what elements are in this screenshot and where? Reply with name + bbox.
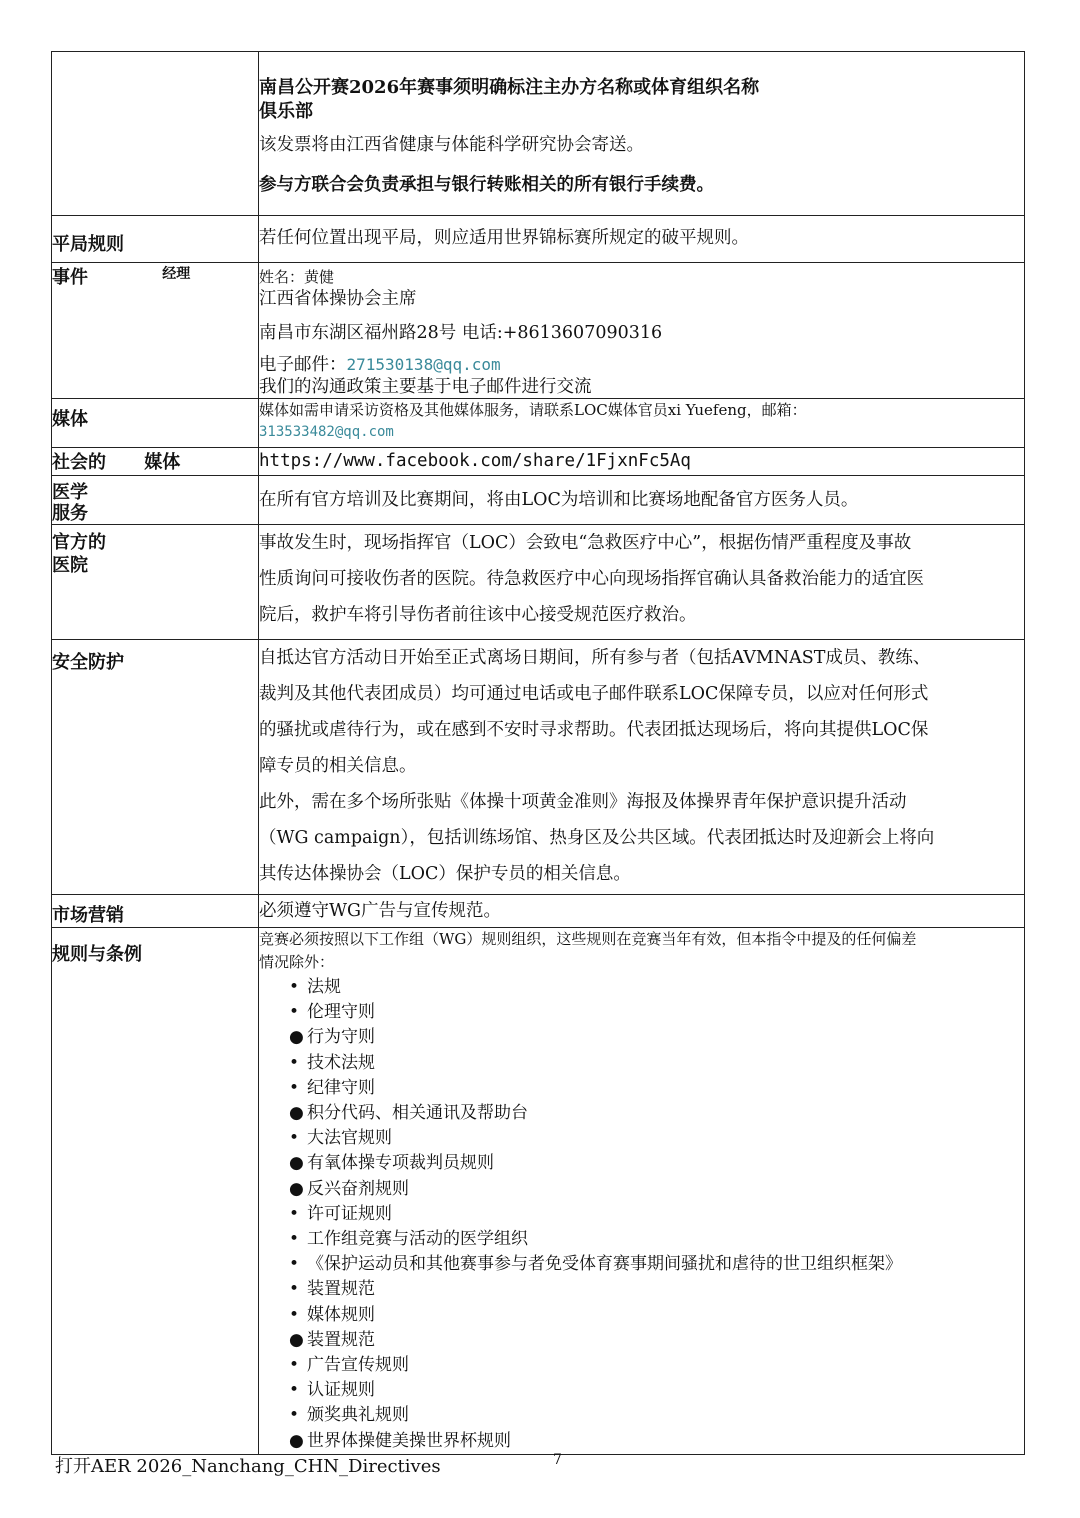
email-label: 电子邮件： xyxy=(259,355,347,375)
safeguarding-line: （WG campaign），包括训练场馆、热身区及公共区域。代表团抵达时及迎新会上将向 xyxy=(259,828,935,848)
club-label: 俱乐部 xyxy=(259,101,313,122)
rule-item xyxy=(289,1403,1024,1428)
bullet-icon: • xyxy=(289,1128,300,1149)
social-label-1: 社会的 xyxy=(52,452,106,473)
bullet-icon: • xyxy=(289,977,300,997)
bullet-icon: • xyxy=(289,1405,300,1426)
medical-row xyxy=(52,476,1025,525)
bullet-icon: ● xyxy=(289,1153,304,1174)
event-value-cell xyxy=(259,263,1025,399)
rule-item-text: 大法官规则 xyxy=(307,1128,392,1149)
media-email-link[interactable]: 313533482@qq.com xyxy=(259,424,394,440)
safeguarding-label: 安全防护 xyxy=(52,640,259,895)
social-url-link[interactable]: https://www.facebook.com/share/1FjxnFc5Aq xyxy=(259,448,1025,476)
rules-row xyxy=(52,928,1025,1455)
rules-intro-2: 情况除外： xyxy=(259,953,335,971)
rule-item xyxy=(289,1051,1024,1076)
bullet-icon: ● xyxy=(289,1027,304,1048)
marketing-row xyxy=(52,895,1025,928)
bullet-icon: • xyxy=(289,1304,300,1325)
rule-item-text: 《保护运动员和其他赛事参与者免受体育赛事期间骚扰和虐待的世卫组织框架》 xyxy=(307,1254,902,1275)
safeguarding-line: 障专员的相关信息。 xyxy=(259,756,417,776)
rule-item-text: 伦理守则 xyxy=(307,1002,375,1023)
safeguarding-line: 其传达体操协会（LOC）保护专员的相关信息。 xyxy=(259,864,631,884)
hospital-line: 事故发生时，现场指挥官（LOC）会致电“急救医疗中心”，根据伤情严重程度及事故 xyxy=(259,533,912,553)
hospital-label-1: 官方的 xyxy=(52,532,106,553)
invoice-note: 该发票将由江西省健康与体能科学研究协会寄送。 xyxy=(259,135,644,155)
rule-item xyxy=(289,1202,1024,1227)
competition-title: 南昌公开赛2026年赛事须明确标注主办方名称或体育组织名称 xyxy=(259,77,760,98)
bullet-icon: ● xyxy=(289,1178,304,1199)
rule-item-text: 反兴奋剂规则 xyxy=(307,1178,409,1199)
bullet-icon: • xyxy=(289,1002,300,1023)
event-row xyxy=(52,263,1025,399)
rule-item-text: 积分代码、相关通讯及帮助台 xyxy=(307,1103,528,1124)
rule-item-text: 认证规则 xyxy=(307,1380,375,1401)
rule-item xyxy=(289,1151,1024,1176)
safeguarding-line: 自抵达官方活动日开始至正式离场日期间，所有参与者（包括AVMNAST成员、教练、 xyxy=(259,648,931,668)
social-label-cell xyxy=(52,448,259,476)
bank-fees-note: 参与方联合会负责承担与银行转账相关的所有银行手续费。 xyxy=(259,175,714,195)
rule-item xyxy=(289,1328,1024,1353)
hospital-line: 性质询问可接收伤者的医院。待急救医疗中心向现场指挥官确认具备救治能力的适宜医 xyxy=(259,569,924,589)
rule-item-text: 技术法规 xyxy=(307,1052,375,1073)
media-label: 媒体 xyxy=(52,399,259,448)
marketing-label: 市场营销 xyxy=(52,895,259,928)
hospital-line: 院后，救护车将引导伤者前往该中心接受规范医疗救治。 xyxy=(259,605,697,625)
hospital-label-2: 医院 xyxy=(52,555,88,576)
rule-item-text: 工作组竞赛与活动的医学组织 xyxy=(307,1229,528,1250)
rule-item-text: 行为守则 xyxy=(307,1027,375,1048)
rule-item xyxy=(289,1101,1024,1126)
rule-item xyxy=(289,1303,1024,1328)
medical-label-1: 医学 xyxy=(52,482,88,503)
medical-text: 在所有官方培训及比赛期间，将由LOC为培训和比赛场地配备官方医务人员。 xyxy=(259,476,1025,525)
bullet-icon: ● xyxy=(289,1430,304,1451)
rule-item xyxy=(289,1227,1024,1252)
header-value-cell xyxy=(259,52,1025,216)
manager-email-link[interactable]: 271530138@qq.com xyxy=(346,355,501,374)
safeguarding-line: 此外，需在多个场所张贴《体操十项黄金准则》海报及体操界青年保护意识提升活动 xyxy=(259,792,907,812)
rule-item-text: 世界体操健美操世界杯规则 xyxy=(307,1430,511,1451)
bullet-icon: • xyxy=(289,1229,300,1250)
hospital-value-cell xyxy=(259,525,1025,640)
manager-name: 姓名：黄健 xyxy=(259,268,335,286)
tiebreak-row xyxy=(52,216,1025,263)
rule-item xyxy=(289,1277,1024,1302)
rule-item xyxy=(289,975,1024,1000)
medical-label-cell xyxy=(52,476,259,525)
bullet-icon: • xyxy=(289,1380,300,1401)
rule-item xyxy=(289,1000,1024,1025)
hospital-row xyxy=(52,525,1025,640)
safeguarding-line: 的骚扰或虐待行为，或在感到不安时寻求帮助。代表团抵达现场后，将向其提供LOC保 xyxy=(259,720,929,740)
medical-label-2: 服务 xyxy=(52,503,88,524)
rule-item-text: 媒体规则 xyxy=(307,1304,375,1325)
rule-item-text: 纪律守则 xyxy=(307,1077,375,1098)
bullet-icon: • xyxy=(289,1203,300,1224)
rules-value-cell xyxy=(259,928,1025,1455)
rule-item-text: 有氧体操专项裁判员规则 xyxy=(307,1153,494,1174)
header-label-cell xyxy=(52,52,259,216)
rule-item-text: 装置规范 xyxy=(307,1329,375,1350)
rule-item xyxy=(289,1126,1024,1151)
footer-document-name: 打开AER 2026_Nanchang_CHN_Directives xyxy=(55,1456,441,1477)
bullet-icon: • xyxy=(289,1254,300,1275)
event-label: 事件 xyxy=(52,267,88,288)
rules-list xyxy=(259,975,1024,1454)
rule-item-text: 装置规范 xyxy=(307,1279,375,1300)
hospital-label-cell xyxy=(52,525,259,640)
marketing-text: 必须遵守WG广告与宣传规范。 xyxy=(259,895,1025,928)
media-row xyxy=(52,399,1025,448)
page-number: 7 xyxy=(553,1452,562,1468)
rules-label: 规则与条例 xyxy=(52,928,259,1455)
rule-item-text: 法规 xyxy=(307,977,341,997)
directives-table xyxy=(51,51,1025,1455)
safeguarding-value-cell xyxy=(259,640,1025,895)
media-value-cell xyxy=(259,399,1025,448)
bullet-icon: • xyxy=(289,1355,300,1376)
rule-item-text: 广告宣传规则 xyxy=(307,1355,409,1376)
rule-item xyxy=(289,1429,1024,1454)
social-label-2: 媒体 xyxy=(144,452,181,473)
rule-item xyxy=(289,1177,1024,1202)
bullet-icon: • xyxy=(289,1077,300,1098)
bullet-icon: • xyxy=(289,1052,300,1073)
rule-item xyxy=(289,1025,1024,1050)
rule-item-text: 颁奖典礼规则 xyxy=(307,1405,409,1426)
header-row xyxy=(52,52,1025,216)
rule-item xyxy=(289,1353,1024,1378)
safeguarding-row xyxy=(52,640,1025,895)
safeguarding-line: 裁判及其他代表团成员）均可通过电话或电子邮件联系LOC保障专员，以应对任何形式 xyxy=(259,684,929,704)
rules-intro-1: 竞赛必须按照以下工作组（WG）规则组织，这些规则在竞赛当年有效，但本指令中提及的任何偏差 xyxy=(259,930,917,948)
tiebreak-label: 平局规则 xyxy=(52,216,259,263)
event-manager-label: 经理 xyxy=(162,266,191,282)
rule-item xyxy=(289,1076,1024,1101)
manager-position: 江西省体操协会主席 xyxy=(259,289,417,309)
rule-item-text: 许可证规则 xyxy=(307,1203,392,1224)
social-media-row xyxy=(52,448,1025,476)
tiebreak-text: 若任何位置出现平局，则应适用世界锦标赛所规定的破平规则。 xyxy=(259,216,1025,263)
rule-item xyxy=(289,1252,1024,1277)
communication-policy: 我们的沟通政策主要基于电子邮件进行交流 xyxy=(259,377,592,397)
bullet-icon: • xyxy=(289,1279,300,1300)
bullet-icon: ● xyxy=(289,1329,304,1350)
manager-email-line xyxy=(259,353,1024,377)
event-label-cell xyxy=(52,263,259,399)
bullet-icon: ● xyxy=(289,1103,304,1124)
media-text: 媒体如需申请采访资格及其他媒体服务，请联系LOC媒体官员xi Yuefeng，邮箱： xyxy=(259,401,807,419)
rule-item xyxy=(289,1378,1024,1403)
manager-address: 南昌市东湖区福州路28号 电话:+8613607090316 xyxy=(259,323,663,343)
